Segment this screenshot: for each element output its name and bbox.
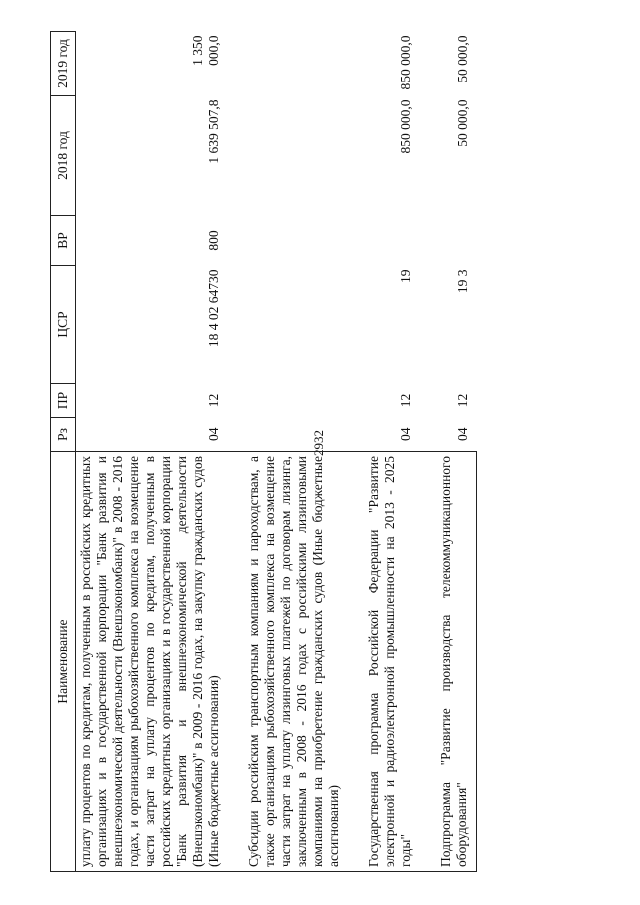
budget-table (50, 31, 477, 872)
row-rz: 04 (206, 427, 221, 441)
row-2018: 50 000,0 (454, 99, 470, 147)
column-header-rz: Рз (51, 418, 76, 452)
row-name: Государственная программа Российской Федерации "Развитие электронной и радиоэлектронной промышленности на 2013 - 2025 годы" (364, 452, 420, 872)
row-csr: 19 (398, 269, 413, 283)
row-name: уплату процентов по кредитам, полученным в российских кредитных организациях и в государственной корпорации "Банк развития и внешнеэкономической деятельности (Внешэкономбанк)" в 2008 - 2016 годах, и организациям рыбохозяйственного комплекса на возмещение части затрат на уплату процентов по кредитам, полученным в российских кредитных организациях и в государственной корпорации "Банк развития и внешнеэкономической деятельности (Внешэкономбанк)" в 2009 - 2016 годах, на закупку гражданских судов (Иные бюджетные ассигнования) (76, 452, 229, 872)
row-2019 (244, 32, 348, 96)
row-pr: 12 (398, 393, 413, 408)
row-separator (348, 32, 364, 872)
row-pr (244, 384, 348, 418)
rotated-page (50, 32, 590, 872)
table-header-row (51, 32, 76, 872)
row-vr: 800 (206, 230, 221, 251)
column-header-2019: 2019 год (51, 32, 76, 96)
row-rz: 04 (454, 427, 470, 441)
column-header-pr: ПР (51, 384, 76, 418)
row-rz (244, 418, 348, 452)
row-csr: 19 3 (454, 269, 470, 294)
row-2019: 1 350 000,0 (190, 35, 221, 66)
row-vr (364, 216, 420, 266)
row-2019: 50 000,0 (454, 35, 470, 83)
row-2018: 1 639 507,8 (206, 99, 221, 164)
row-vr (244, 216, 348, 266)
column-header-name: Наименование (51, 452, 76, 872)
row-2019: 850 000,0 (398, 35, 413, 90)
column-header-csr: ЦСР (51, 266, 76, 384)
row-vr (436, 216, 477, 266)
row-pr: 12 (206, 393, 221, 408)
row-csr: 18 4 02 64730 (206, 269, 221, 348)
table-row (244, 32, 348, 872)
row-name: Подпрограмма "Развитие производства телекоммуникационного оборудования" (436, 452, 477, 872)
column-header-2018: 2018 год (51, 96, 76, 216)
row-pr: 12 (454, 393, 470, 408)
row-2018: 850 000,0 (398, 99, 413, 154)
row-separator (228, 32, 244, 872)
row-name: Субсидии российским транспортным компаниям и пароходствам, а также организациям рыбохозяйственного комплекса на возмещение части затрат на уплату лизинговых платежей по договорам лизинга, заключенным в 2008 - 2016 годах с российскими лизинговыми компаниями на приобретение гражданских судов (Иные бюджетные ассигнования) (244, 452, 348, 872)
table-row (76, 32, 229, 872)
column-header-vr: ВР (51, 216, 76, 266)
row-separator (420, 32, 436, 872)
page-number: 2932 (311, 430, 326, 456)
table-row (436, 32, 477, 872)
table-row (364, 32, 420, 872)
row-2018 (244, 96, 348, 216)
row-csr (244, 266, 348, 384)
row-rz: 04 (398, 427, 413, 441)
